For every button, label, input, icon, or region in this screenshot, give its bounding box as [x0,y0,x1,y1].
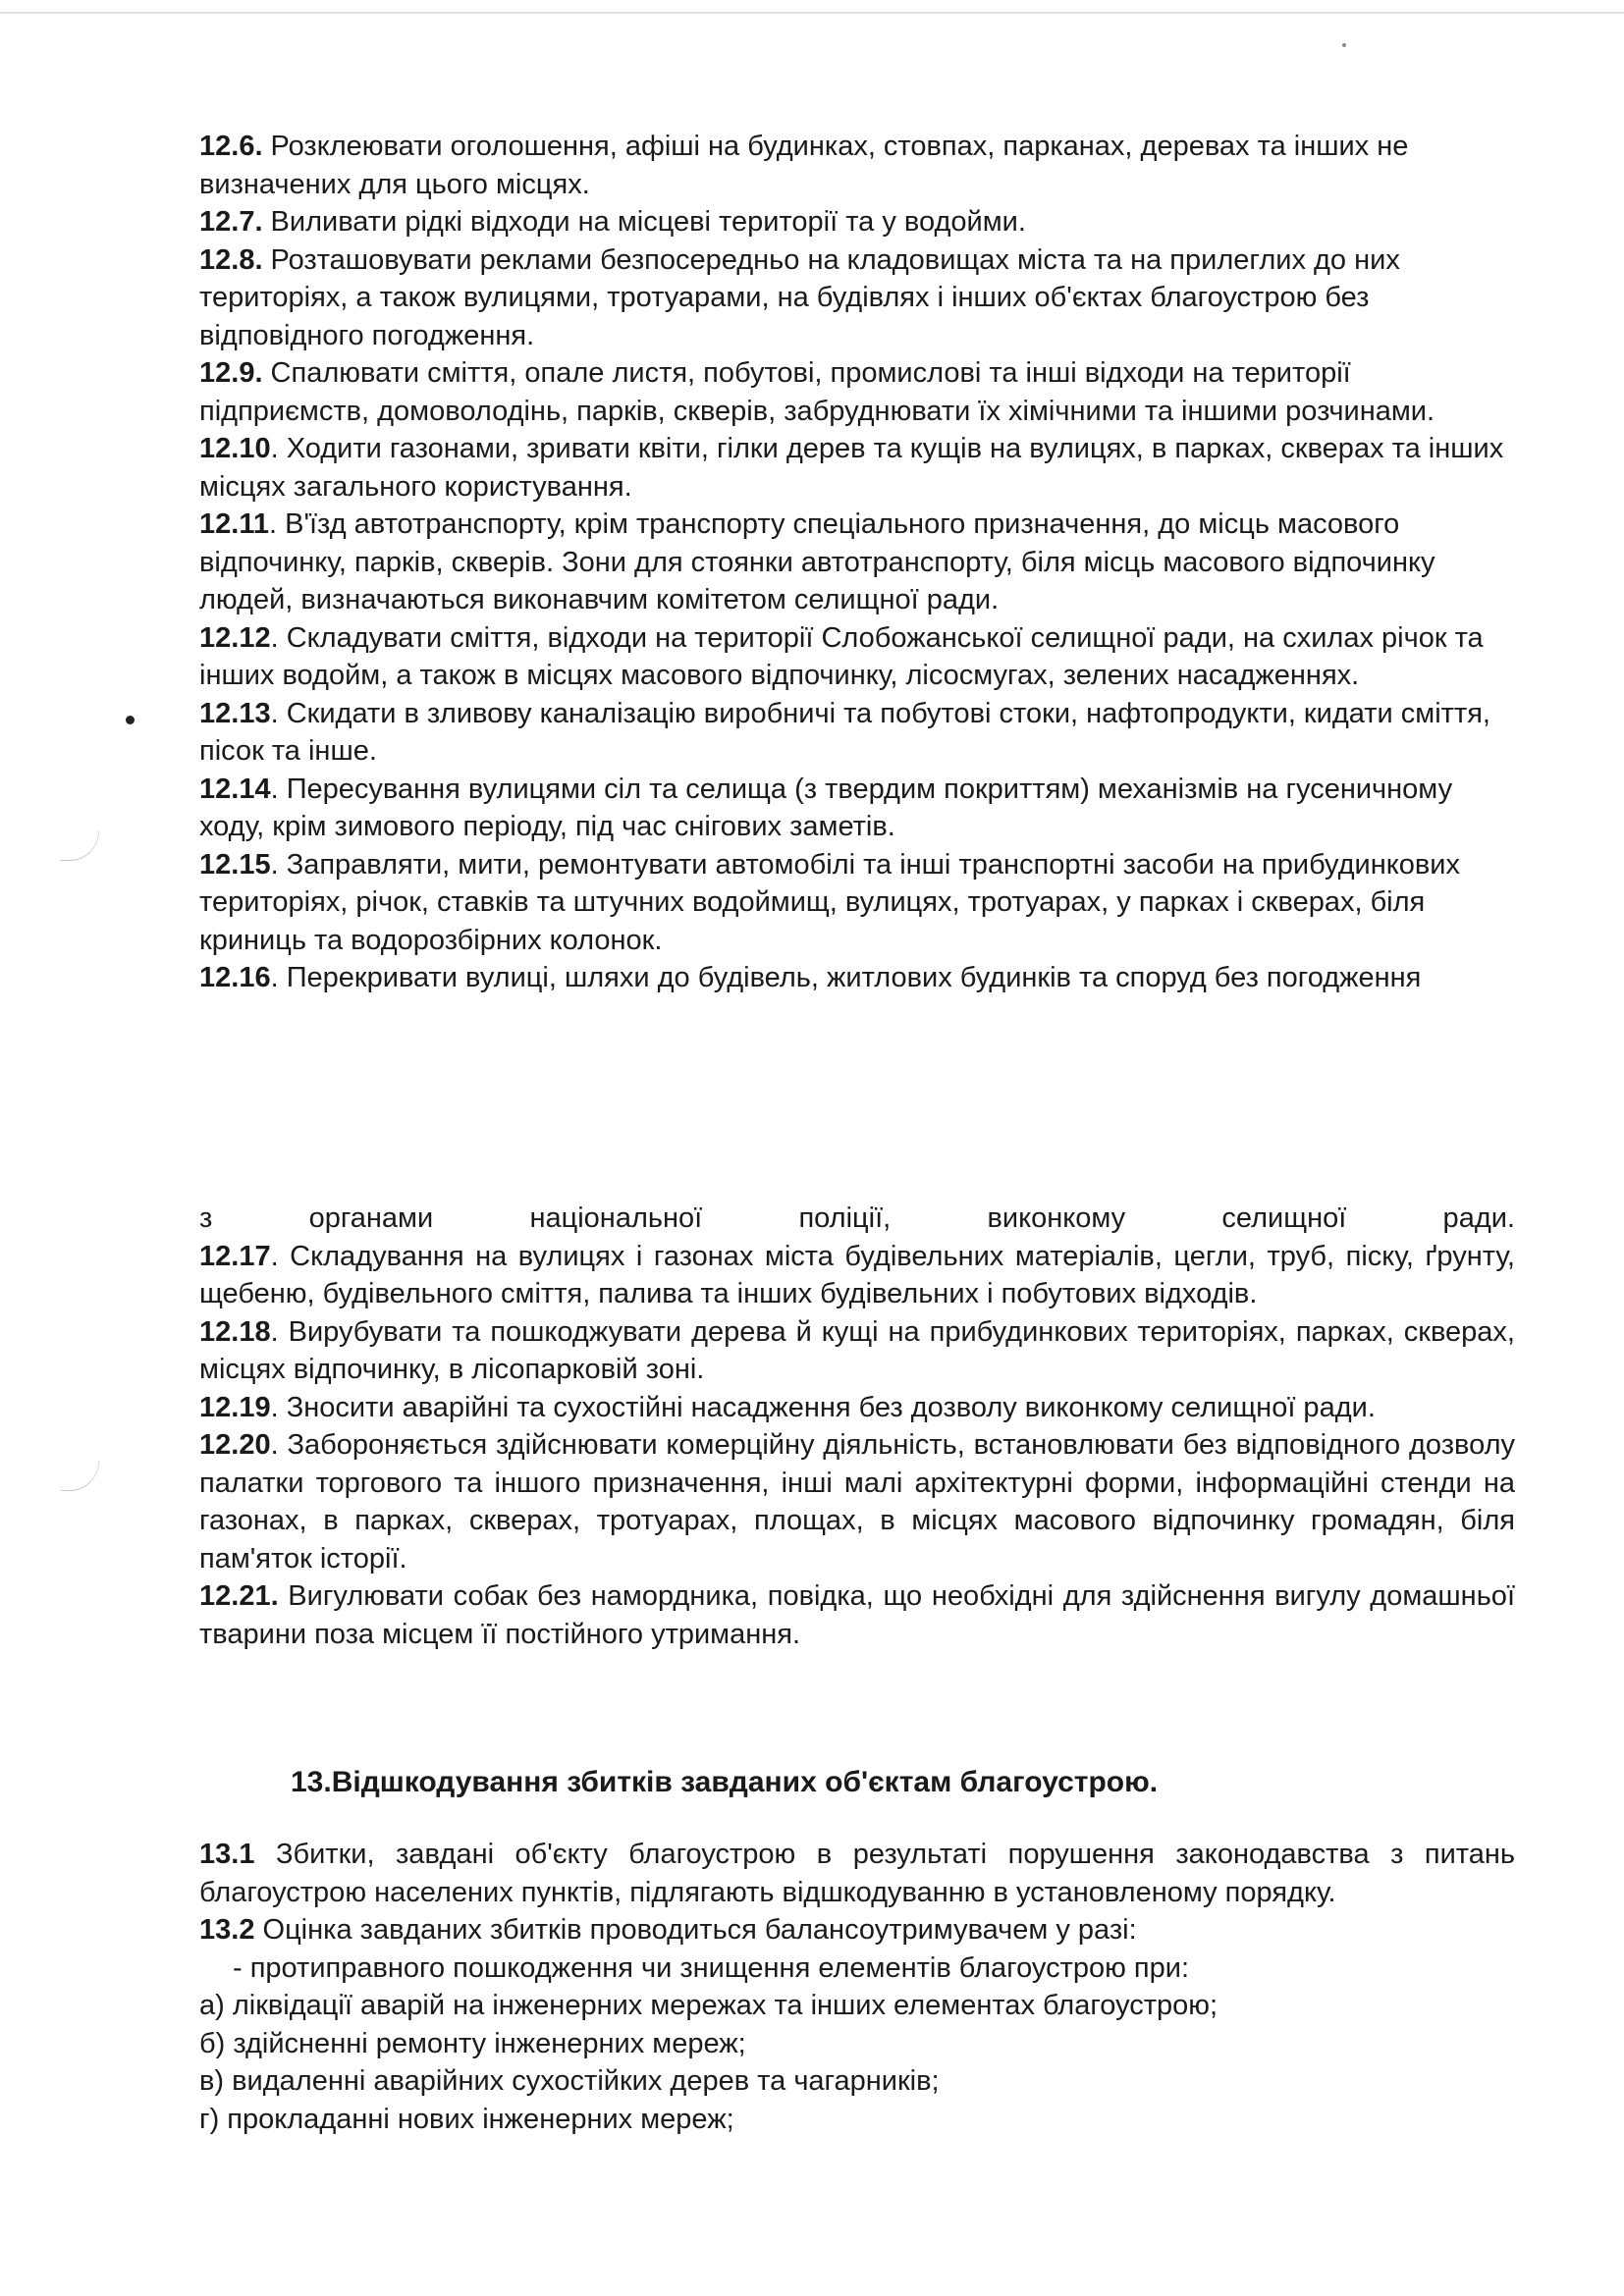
list-item: б) здійсненні ремонту інженерних мереж; [199,2027,746,2059]
prohibitions-list-part-1 [199,128,1515,997]
list-intro: - протиправного пошкодження чи знищення елементів благоустрою при: [233,1951,1190,1984]
list-item: 12.17. Складування на вулицях і газонах міста будівельних матеріалів, цегли, труб, піску, ґрунту, щебеню, будівельного сміття, палива та інших будівельних і побутових відходів. [199,1240,1515,1309]
clause: 13.2 Оцінка завданих збитків проводиться балансоутримувачем у разі: [199,1914,1137,1946]
margin-dot [126,716,135,724]
section-heading: 13.Відшкодування збитків завданих об'єктам благоустрою. [291,1766,1159,1798]
list-item: 12.13. Скидати в зливову каналізацію виробничі та побутові стоки, нафтопродукти, кидати сміття, пісок та інше. [199,697,1490,767]
list-item: 12.14. Пересування вулицями сіл та селища (з твердим покриттям) механізмів на гусеничному ходу, крім зимового періоду, під час снігових заметів. [199,773,1453,842]
list-item: 12.20. Забороняється здійснювати комерційну діяльність, встановлювати без відповідного дозволу палатки торгового та іншого призначення, інші малі архітектурні форми, інформаційні стенди на газонах, в парках, скверах, тротуарах, площах, в місцях масового відпочинку громадян, біля пам'яток історії. [199,1429,1515,1575]
prohibitions-list-part-2 [199,1200,1515,1653]
list-item: 12.19. Зносити аварійні та сухостійні насадження без дозволу виконкому селищної ради. [199,1391,1376,1423]
list-item: 12.18. Вирубувати та пошкоджувати дерева й кущі на прибудинкових територіях, парках, скверах, місцях відпочинку, в лісопарковій зоні. [199,1315,1515,1385]
punch-hole-mark [61,830,99,861]
list-item: 12.21. Вигулювати собак без намордника, повідка, що необхідні для здійснення вигулу домашньої тварини поза місцем її постійного утримання. [199,1580,1515,1650]
scan-top-edge [0,12,1624,14]
list-item: 12.11. В'їзд автотранспорту, крім транспорту спеціального призначення, до місць масового відпочинку, парків, скверів. Зони для стоянки автотранспорту, біля місць масового відпочинку людей, визначаються виконавчим комітетом селищної ради. [199,508,1435,615]
clause: 13.1 Збитки, завдані об'єкту благоустрою в результаті порушення законодавства з питань благоустрою населених пунктів, підлягають відшкодуванню в установленому порядку. [199,1839,1515,1908]
list-item: а) ліквідації аварій на інженерних мережах та інших елементах благоустрою; [199,1990,1218,2021]
list-item: 12.15. Заправляти, мити, ремонтувати автомобілі та інші транспортні засоби на прибудинкових територіях, річок, ставків та штучних водоймищ, вулицях, тротуарах, у парках і скверах, біля криниць та водорозбірних колонок. [199,848,1460,956]
section-13-body [199,1836,1515,2138]
continuation-line: з органами національної поліції, виконкому селищної ради. [199,1202,1515,1234]
list-item: 12.16. Перекривати вулиці, шляхи до будівель, житлових будинків та споруд без погодження [199,962,1422,993]
scan-speck [1342,43,1346,47]
list-item: 12.8. Розташовувати реклами безпосередньо на кладовищах міста та на прилеглих до них територіях, а також вулицями, тротуарами, на будівлях і інших об'єктах благоустрою без відповідного погодження. [199,243,1400,351]
list-item: 12.6. Розклеювати оголошення, афіші на будинках, стовпах, парканах, деревах та інших не визначених для цього місцях. [199,131,1409,200]
punch-hole-mark [61,1461,99,1491]
list-item: 12.9. Спалювати сміття, опале листя, побутові, промислові та інші відходи на території підприємств, домоволодінь, парків, скверів, забруднювати їх хімічними та іншими розчинами. [199,357,1435,427]
list-item: в) видаленні аварійних сухостійких дерев та чагарників; [199,2065,940,2097]
list-item: 12.7. Виливати рідкі відходи на місцеві території та у водойми. [199,206,1026,238]
list-item: 12.12. Складувати сміття, відходи на території Слобожанської селищної ради, на схилах річок та інших водойм, а також в місцях масового відпочинку, лісосмугах, зелених насадженнях. [199,621,1484,691]
list-item: 12.10. Ходити газонами, зривати квіти, гілки дерев та кущів на вулицях, в парках, скверах та інших місцях загального користування. [199,433,1504,503]
list-item: г) прокладанні нових інженерних мереж; [199,2103,734,2135]
